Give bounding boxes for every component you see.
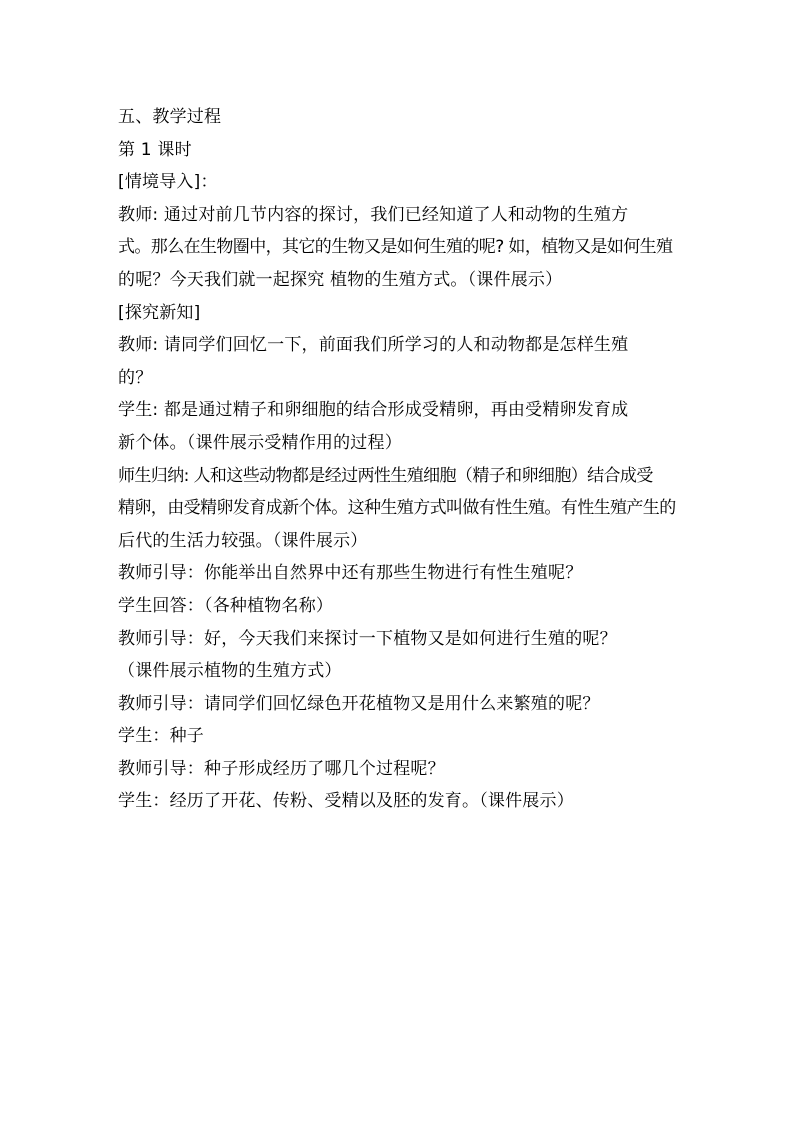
subsection-heading: [探究新知] xyxy=(118,302,201,323)
text-line: 学生：经历了开花、传粉、受精以及胚的发育。（课件展示） xyxy=(118,791,574,812)
text-line: 后代的生活力较强。（课件展示） xyxy=(118,530,368,551)
text-line: （课件展示植物的生殖方式） xyxy=(118,661,342,682)
text-line: 式。那么在生物圈中，其它的生物又是如何生殖的呢? 如，植物又是如何生殖 xyxy=(118,237,673,258)
section-heading: 五、教学过程 xyxy=(118,107,222,127)
text-line: 师生归纳: 人和这些动物都是经过两性生殖细胞（精子和卵细胞）结合成受 xyxy=(118,465,653,486)
text-line: 学生: 都是通过精子和卵细胞的结合形成受精卵，再由受精卵发育成 xyxy=(118,400,629,421)
text-line: 精卵，由受精卵发育成新个体。这种生殖方式叫做有性生殖。有性生殖产生的 xyxy=(118,498,676,519)
text-line: 学生回答：（各种植物名称） xyxy=(118,595,334,616)
text-line: 教师引导：你能举出自然界中还有那些生物进行有性生殖呢？ xyxy=(118,563,583,584)
text-line: 教师: 通过对前几节内容的探讨，我们已经知道了人和动物的生殖方 xyxy=(118,204,629,225)
text-line: 学生：种子 xyxy=(118,726,204,747)
text-line: 的呢？今天我们就一起探究 植物的生殖方式。（课件展示） xyxy=(118,269,563,290)
document-body xyxy=(118,101,678,818)
subsection-heading: [情境导入]： xyxy=(118,172,218,193)
text-line: 教师引导：请同学们回忆绿色开花植物又是用什么来繁殖的呢？ xyxy=(118,693,600,714)
text-line: 的？ xyxy=(118,367,153,388)
text-line: 教师: 请同学们回忆一下，前面我们所学习的人和动物都是怎样生殖 xyxy=(118,335,629,356)
text-line: 教师引导：种子形成经历了哪几个过程呢？ xyxy=(118,758,445,779)
text-line: 新个体。（课件展示受精作用的过程） xyxy=(118,432,402,453)
lesson-number: 第 1 课时 xyxy=(118,139,192,160)
text-line: 教师引导：好，今天我们来探讨一下植物又是如何进行生殖的呢？ xyxy=(118,628,617,649)
